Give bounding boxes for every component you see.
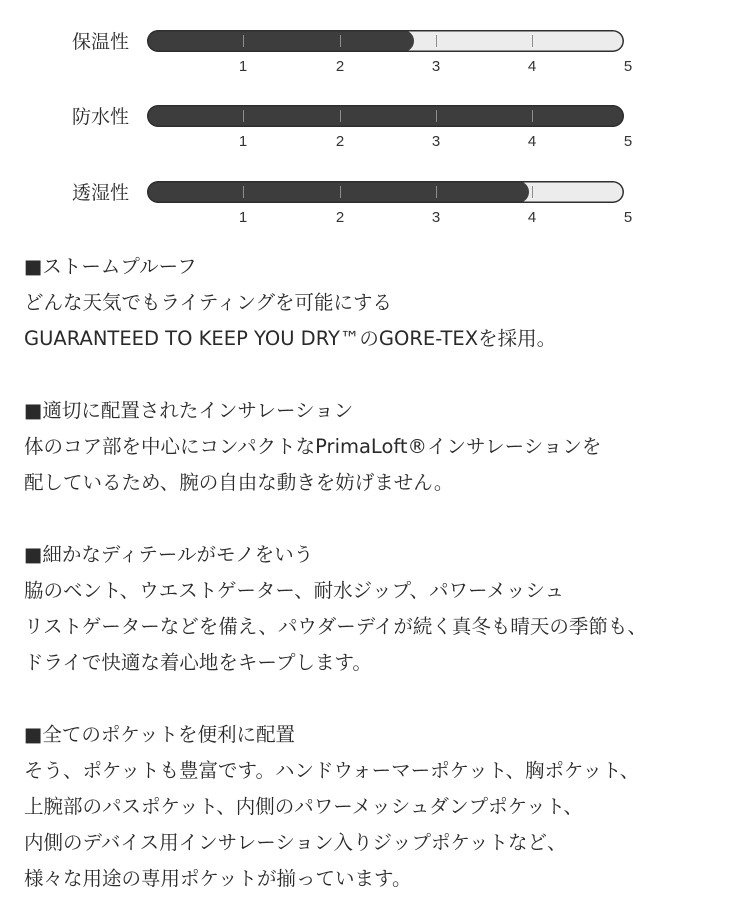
- feature-section-stormproof: [24, 249, 734, 357]
- tick-mark: [436, 186, 437, 198]
- section-text-line: GUARANTEED TO KEEP YOU DRY™のGORE-TEXを採用。: [24, 327, 557, 350]
- section-text-line: ドライで快適な着心地をキープします。: [24, 651, 372, 674]
- tick-label: 3: [431, 209, 441, 226]
- tick-mark: [340, 35, 341, 47]
- section-text-line: 様々な用途の専用ポケットが揃っています。: [24, 867, 412, 890]
- rating-row-warmth: [0, 30, 740, 100]
- rating-row-breathability: [0, 181, 740, 251]
- tick-mark: [243, 35, 244, 47]
- rating-label: 透湿性: [72, 182, 130, 204]
- tick-mark: [532, 186, 533, 198]
- product-description: [24, 249, 734, 897]
- tick-mark: [532, 35, 533, 47]
- tick-mark: [532, 110, 533, 122]
- section-heading: ■適切に配置されたインサレーション: [24, 399, 354, 422]
- tick-mark: [243, 186, 244, 198]
- rating-fill: [147, 30, 414, 52]
- feature-section-pockets: [24, 717, 734, 897]
- section-text-line: どんな天気でもライティングを可能にする: [24, 291, 392, 314]
- rating-bar: [147, 30, 624, 52]
- rating-bar: [147, 181, 624, 203]
- section-heading: ■細かなディテールがモノをいう: [24, 543, 314, 566]
- tick-label: 3: [431, 58, 441, 75]
- tick-label: 4: [527, 133, 537, 150]
- tick-label: 3: [431, 133, 441, 150]
- tick-mark: [340, 110, 341, 122]
- section-heading: ■全てのポケットを便利に配置: [24, 723, 295, 746]
- tick-label: 5: [623, 58, 633, 75]
- section-text-line: 上腕部のパスポケット、内側のパワーメッシュダンプポケット、: [24, 795, 583, 818]
- tick-label: 2: [335, 58, 345, 75]
- rating-bar: [147, 105, 624, 127]
- tick-mark: [340, 186, 341, 198]
- tick-label: 5: [623, 133, 633, 150]
- tick-label: 1: [238, 209, 248, 226]
- rating-fill: [147, 181, 529, 203]
- section-heading: ■ストームプルーフ: [24, 255, 197, 278]
- tick-label: 1: [238, 58, 248, 75]
- tick-mark: [436, 110, 437, 122]
- section-text-line: 体のコア部を中心にコンパクトなPrimaLoft®インサレーションを: [24, 435, 602, 458]
- section-text-line: そう、ポケットも豊富です。ハンドウォーマーポケット、胸ポケット、: [24, 759, 640, 782]
- section-text-line: 脇のベント、ウエストゲーター、耐水ジップ、パワーメッシュ: [24, 579, 565, 602]
- tick-label: 2: [335, 133, 345, 150]
- rating-fill: [147, 105, 624, 127]
- section-text-line: リストゲーターなどを備え、パウダーデイが続く真冬も晴天の季節も、: [24, 615, 647, 638]
- rating-row-waterproof: [0, 105, 740, 175]
- rating-label: 防水性: [72, 106, 130, 128]
- tick-label: 5: [623, 209, 633, 226]
- section-text-line: 配しているため、腕の自由な動きを妨げません。: [24, 471, 454, 494]
- tick-mark: [436, 35, 437, 47]
- tick-mark: [243, 110, 244, 122]
- tick-label: 4: [527, 58, 537, 75]
- tick-label: 2: [335, 209, 345, 226]
- feature-section-insulation: [24, 393, 734, 501]
- tick-label: 4: [527, 209, 537, 226]
- section-text-line: 内側のデバイス用インサレーション入りジップポケットなど、: [24, 831, 567, 854]
- tick-label: 1: [238, 133, 248, 150]
- rating-label: 保温性: [72, 31, 130, 53]
- feature-section-details: [24, 537, 734, 681]
